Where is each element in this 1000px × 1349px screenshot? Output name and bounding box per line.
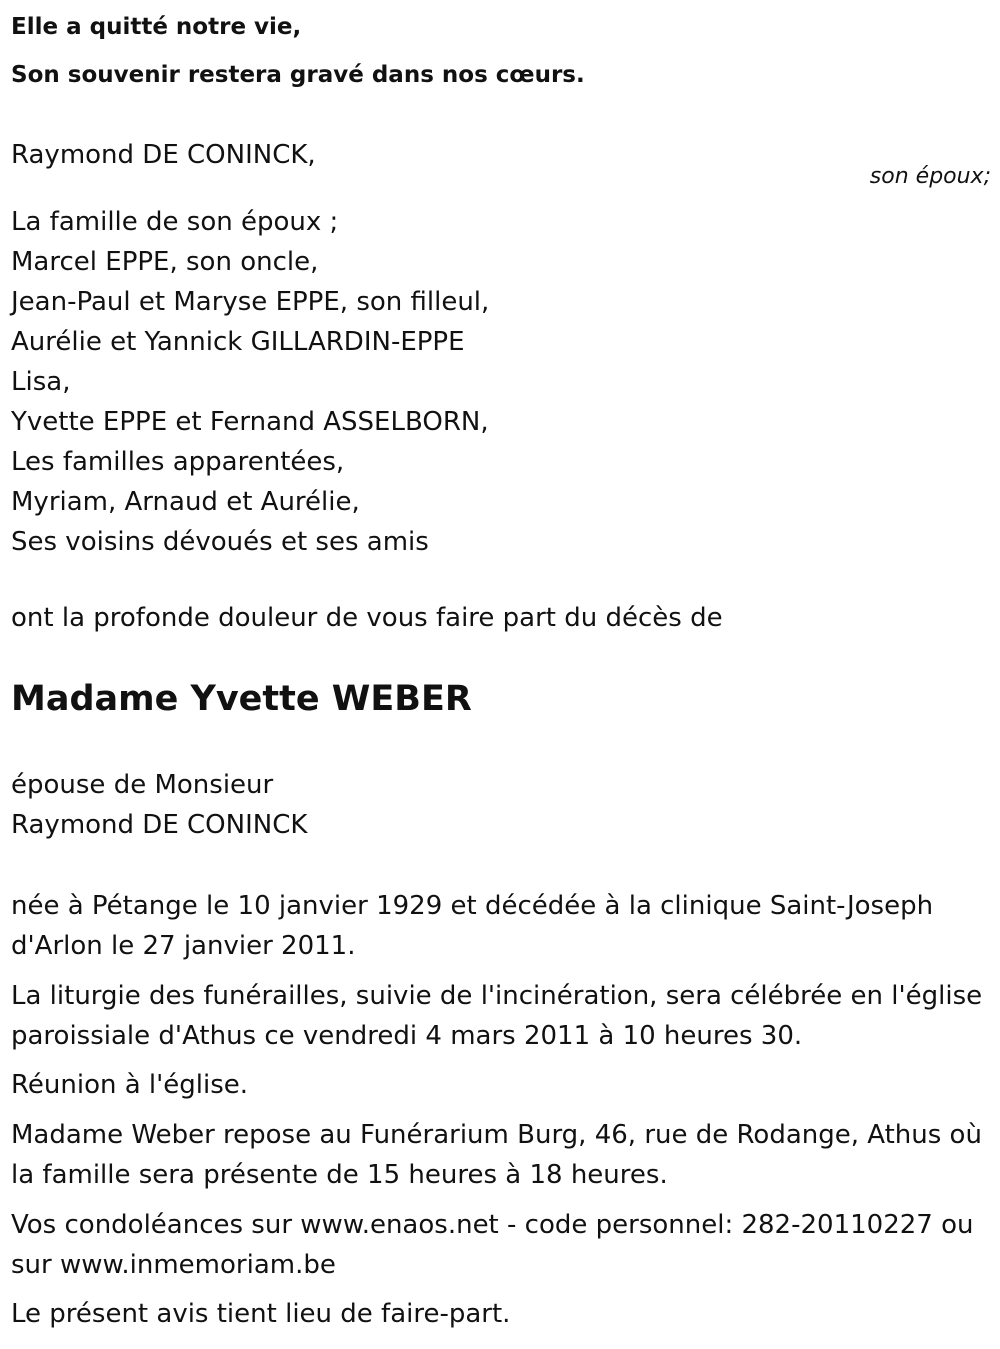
family-member: Ses voisins dévoués et ses amis — [11, 527, 429, 557]
intro-line-2: Son souvenir restera gravé dans nos cœurs. — [11, 62, 585, 88]
birth-death-paragraph: née à Pétange le 10 janvier 1929 et décédée à la clinique Saint-Joseph d'Arlon le 27 janvier 2011. — [11, 891, 934, 961]
notice-paragraph: Le présent avis tient lieu de faire-part. — [11, 1299, 511, 1329]
rest-paragraph: Madame Weber repose au Funérarium Burg, 46, rue de Rodange, Athus où la famille sera présente de 15 heures à 18 heures. — [11, 1120, 982, 1190]
family-member: Myriam, Arnaud et Aurélie, — [11, 487, 360, 517]
announcement-text: ont la profonde douleur de vous faire part du décès de — [11, 603, 723, 633]
spouse-role: son époux; — [869, 164, 991, 189]
spouse-name: Raymond DE CONINCK, — [11, 140, 316, 170]
family-list — [11, 202, 489, 562]
family-member: Aurélie et Yannick GILLARDIN-EPPE — [11, 327, 465, 357]
family-member: La famille de son époux ; — [11, 207, 339, 237]
liturgy-paragraph: La liturgie des funérailles, suivie de l'incinération, sera célébrée en l'église paroissiale d'Athus ce vendredi 4 mars 2011 à 10 heures 30. — [11, 981, 983, 1051]
deceased-name: Madame Yvette WEBER — [11, 679, 472, 719]
deceased-spouse-line-1: épouse de Monsieur — [11, 770, 274, 800]
condolences-paragraph: Vos condoléances sur www.enaos.net - code personnel: 282-20110227 ou sur www.inmemoriam.be — [11, 1210, 974, 1280]
family-member: Jean-Paul et Maryse EPPE, son filleul, — [11, 287, 490, 317]
family-member: Les familles apparentées, — [11, 447, 345, 477]
deceased-spouse-line-2: Raymond DE CONINCK — [11, 810, 308, 840]
family-member: Lisa, — [11, 367, 71, 397]
intro-line-1: Elle a quitté notre vie, — [11, 14, 302, 40]
family-member: Yvette EPPE et Fernand ASSELBORN, — [11, 407, 489, 437]
meeting-paragraph: Réunion à l'église. — [11, 1070, 249, 1100]
family-member: Marcel EPPE, son oncle, — [11, 247, 319, 277]
